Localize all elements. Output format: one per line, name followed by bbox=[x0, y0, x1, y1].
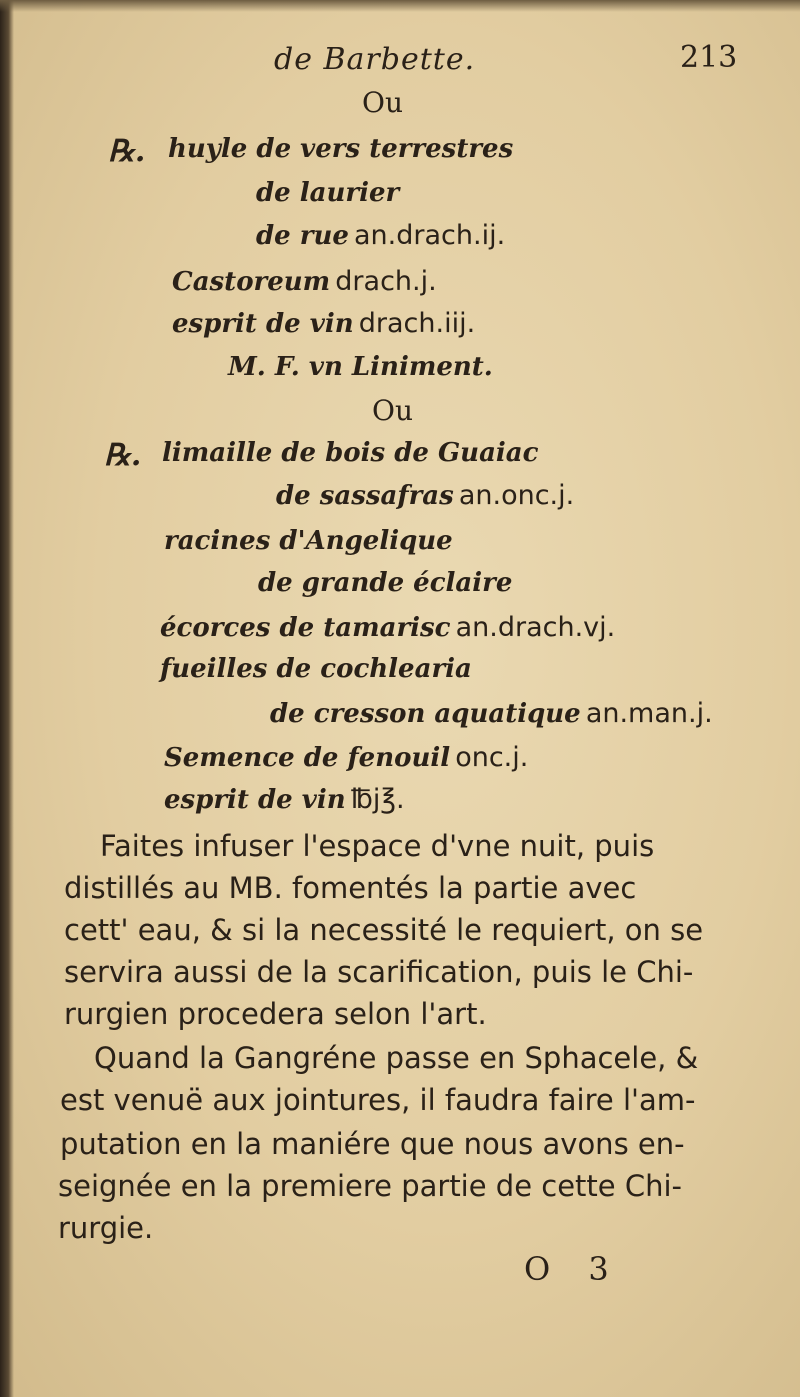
ingredient-huyle: huyle de vers terrestres bbox=[168, 134, 514, 164]
ingredient-cresson-line bbox=[270, 698, 713, 729]
running-title: de Barbette. bbox=[274, 42, 476, 77]
ingredient-sassafras-line bbox=[276, 480, 574, 511]
paragraph1-line-3: cett' eau, & si la necessité le requiert, on se bbox=[64, 913, 704, 947]
paragraph2-line-3: putation en la maniére que nous avons en- bbox=[60, 1127, 685, 1161]
or-label-2: Ou bbox=[372, 394, 413, 427]
ingredient-ecorces-line bbox=[160, 612, 615, 643]
quantity-esprit-1: drach.iij. bbox=[358, 308, 476, 339]
quantity-ecorces: an.drach.vj. bbox=[455, 612, 616, 643]
ingredient-semence-line bbox=[164, 742, 528, 773]
ingredient-rue: de rue bbox=[256, 221, 349, 251]
ingredient-esprit-line-1 bbox=[172, 308, 475, 339]
paragraph2-line-1: Quand la Gangréne passe en Sphacele, & bbox=[94, 1041, 699, 1075]
paragraph1-line-5: rurgien procedera selon l'art. bbox=[64, 997, 487, 1031]
quantity-semence: onc.j. bbox=[455, 742, 529, 773]
ingredient-semence: Semence de fenouil bbox=[164, 743, 451, 773]
ingredient-fueilles: fueilles de cochlearia bbox=[160, 654, 472, 684]
binding-gutter bbox=[0, 0, 14, 1397]
ingredient-laurier: de laurier bbox=[256, 178, 400, 208]
quantity-cresson: an.man.j. bbox=[585, 698, 713, 729]
or-label-1: Ou bbox=[362, 86, 403, 119]
rx-symbol-1: ℞. bbox=[108, 134, 146, 169]
page-number: 213 bbox=[680, 40, 738, 75]
ingredient-sassafras: de sassafras bbox=[276, 481, 454, 511]
ingredient-esprit-line-2 bbox=[164, 784, 405, 815]
ingredient-limaille: limaille de bois de Guaiac bbox=[162, 438, 539, 468]
ingredient-esprit-1: esprit de vin bbox=[172, 309, 354, 339]
ingredient-cresson: de cresson aquatique bbox=[270, 699, 581, 729]
ingredient-grande-eclaire: de grande éclaire bbox=[258, 568, 513, 598]
quantity-sassafras: an.onc.j. bbox=[458, 480, 575, 511]
paragraph2-line-2: est venuë aux jointures, il faudra faire l'am- bbox=[60, 1083, 696, 1117]
rx-symbol-2: ℞. bbox=[104, 438, 142, 473]
signature-mark: O 3 bbox=[524, 1250, 623, 1288]
ingredient-castoreum-line bbox=[172, 266, 437, 297]
instruction-liniment: M. F. vn Liniment. bbox=[228, 352, 493, 382]
ingredient-racines: racines d'Angelique bbox=[164, 526, 453, 556]
paragraph2-line-5: rurgie. bbox=[58, 1211, 154, 1245]
ingredient-castoreum: Castoreum bbox=[172, 267, 331, 297]
paragraph1-line-2: distillés au MB. fomentés la partie avec bbox=[64, 871, 637, 905]
page-top-shadow bbox=[0, 0, 800, 12]
quantity-rue: an.drach.ij. bbox=[354, 220, 506, 251]
quantity-castoreum: drach.j. bbox=[335, 266, 437, 297]
ingredient-rue-line bbox=[256, 220, 505, 251]
ingredient-ecorces: écorces de tamarisc bbox=[160, 613, 451, 643]
ingredient-esprit-2: esprit de vin bbox=[164, 785, 346, 815]
paragraph1-line-4: servira aussi de la scarification, puis le Chi- bbox=[64, 955, 694, 989]
paragraph2-line-4: seignée en la premiere partie de cette Chi- bbox=[58, 1169, 683, 1203]
quantity-esprit-2: ℔j℥. bbox=[350, 784, 405, 815]
paragraph1-line-1: Faites infuser l'espace d'vne nuit, puis bbox=[100, 829, 655, 863]
